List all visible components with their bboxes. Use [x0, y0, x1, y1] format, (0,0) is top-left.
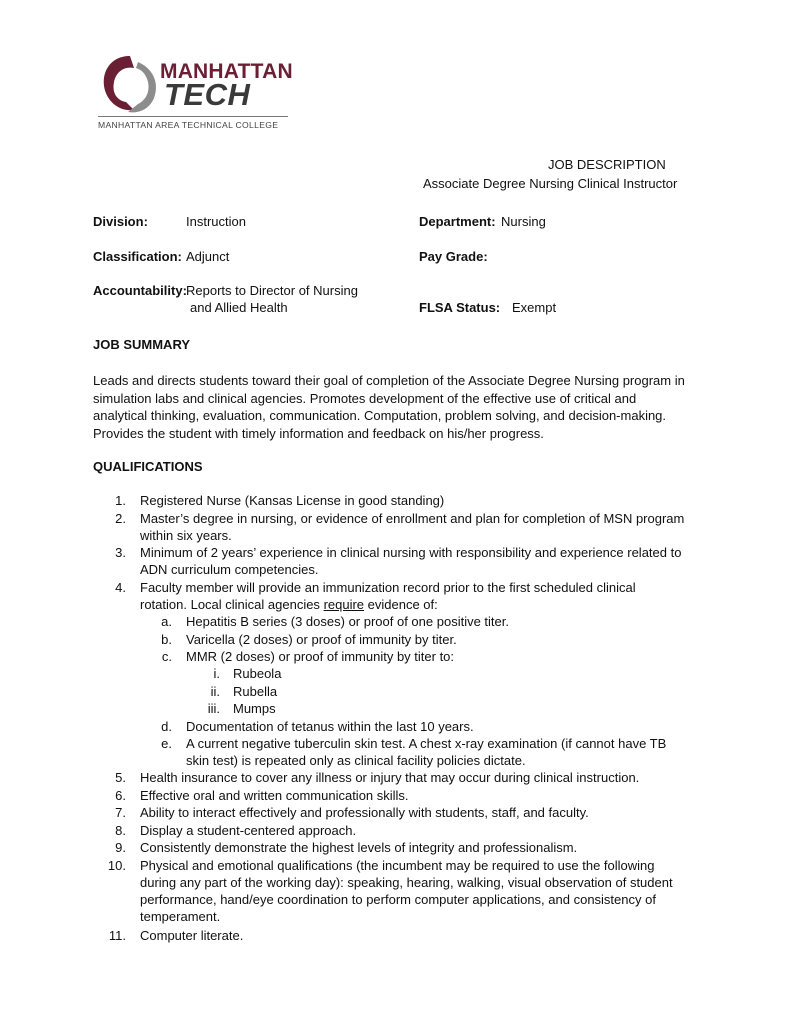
list-item: Minimum of 2 years’ experience in clinical nursing with responsibility and experience related to: [140, 545, 682, 560]
inline-text: rotation. Local clinical agencies: [140, 597, 324, 612]
list-marker: a.: [161, 614, 172, 629]
pay-grade-label: Pay Grade:: [419, 249, 488, 264]
list-item: Consistently demonstrate the highest levels of integrity and professionalism.: [140, 840, 578, 855]
inline-text: evidence of:: [364, 597, 438, 612]
department-label: Department:: [419, 214, 496, 229]
list-marker: i.: [213, 666, 220, 681]
list-marker: 2.: [115, 511, 126, 526]
list-item: Health insurance to cover any illness or injury that may occur during clinical instruction.: [140, 770, 640, 785]
list-item-cont: [140, 597, 438, 612]
flsa-value: Exempt: [512, 300, 557, 315]
job-summary-line: Provides the student with timely information and feedback on his/her progress.: [93, 425, 544, 441]
list-item: Varicella (2 doses) or proof of immunity by titer.: [186, 632, 457, 647]
accountability-value-line2: and Allied Health: [190, 300, 288, 315]
list-item-cont: within six years.: [140, 528, 232, 543]
division-value: Instruction: [186, 214, 246, 229]
list-item-cont: during any part of the working day): speaking, hearing, walking, visual observation of student: [140, 875, 673, 890]
list-marker: b.: [161, 632, 172, 647]
classification-value: Adjunct: [186, 249, 230, 264]
department-value: Nursing: [501, 214, 546, 229]
list-item-cont: temperament.: [140, 909, 221, 924]
list-item: Documentation of tetanus within the last 10 years.: [186, 719, 474, 734]
list-marker: d.: [161, 719, 172, 734]
logo-word-tech: TECH: [164, 77, 251, 112]
list-marker: 7.: [115, 805, 126, 820]
list-marker: 6.: [115, 788, 126, 803]
list-marker: 11.: [108, 928, 126, 943]
classification-label: Classification:: [93, 249, 182, 264]
list-marker: 3.: [115, 545, 126, 560]
list-item: Faculty member will provide an immunization record prior to the first scheduled clinical: [140, 580, 636, 595]
list-item: A current negative tuberculin skin test. A chest x-ray examination (if cannot have TB: [186, 736, 667, 751]
list-marker: 1.: [115, 493, 126, 508]
college-logo: [96, 50, 293, 134]
accountability-label: Accountability:: [93, 283, 187, 298]
logo-subtitle: MANHATTAN AREA TECHNICAL COLLEGE: [98, 120, 279, 130]
list-item-cont: ADN curriculum competencies.: [140, 562, 319, 577]
logo-swirl-icon: [98, 52, 162, 116]
list-marker: e.: [161, 736, 172, 751]
job-summary-heading: JOB SUMMARY: [93, 337, 191, 352]
list-item: Rubella: [233, 684, 278, 699]
list-item: Mumps: [233, 701, 276, 716]
list-marker: c.: [161, 649, 172, 664]
job-summary-line: Leads and directs students toward their goal of completion of the Associate Degree Nursing program in: [93, 373, 685, 388]
division-label: Division:: [93, 214, 148, 229]
job-summary-line: simulation labs and clinical agencies. Promotes development of the effective use of critical and: [93, 390, 637, 406]
list-item: Master’s degree in nursing, or evidence of enrollment and plan for completion of MSN program: [140, 511, 685, 526]
list-item-cont: skin test) is repeated only as clinical facility policies dictate.: [186, 753, 526, 768]
list-marker: 10.: [107, 858, 126, 873]
list-marker: 9.: [115, 840, 126, 855]
list-marker: 5.: [115, 770, 126, 785]
list-item: Physical and emotional qualifications (the incumbent may be required to use the following: [140, 858, 655, 873]
list-marker: ii.: [210, 684, 220, 699]
job-summary-text: [93, 372, 703, 442]
logo-word-manhattan: MANHATTAN: [160, 60, 293, 83]
list-item: Ability to interact effectively and professionally with students, staff, and faculty.: [140, 805, 589, 820]
accountability-value-line1: Reports to Director of Nursing: [186, 283, 358, 298]
list-item: Registered Nurse (Kansas License in good standing): [140, 493, 445, 508]
list-item: Rubeola: [233, 666, 282, 681]
flsa-label: FLSA Status:: [419, 300, 501, 315]
list-marker: 8.: [115, 823, 126, 838]
list-item: Computer literate.: [140, 928, 244, 943]
doc-type: JOB DESCRIPTION: [548, 157, 666, 172]
job-summary-line: analytical thinking, evaluation, communication. Computation, problem solving, and decision-making.: [93, 408, 667, 423]
list-marker: iii.: [207, 701, 220, 716]
logo-divider: [98, 116, 288, 117]
list-item: Effective oral and written communication skills.: [140, 788, 409, 803]
list-item-cont: performance, hand/eye coordination to perform computer applications, and consistency of: [140, 892, 656, 907]
underlined-word: require: [323, 597, 365, 612]
list-marker: 4.: [115, 580, 126, 595]
job-title: Associate Degree Nursing Clinical Instructor: [423, 176, 678, 191]
list-item: Display a student-centered approach.: [140, 823, 357, 838]
list-item: Hepatitis B series (3 doses) or proof of one positive titer.: [186, 614, 509, 629]
list-item: MMR (2 doses) or proof of immunity by titer to:: [186, 649, 455, 664]
qualifications-heading: QUALIFICATIONS: [93, 459, 203, 474]
